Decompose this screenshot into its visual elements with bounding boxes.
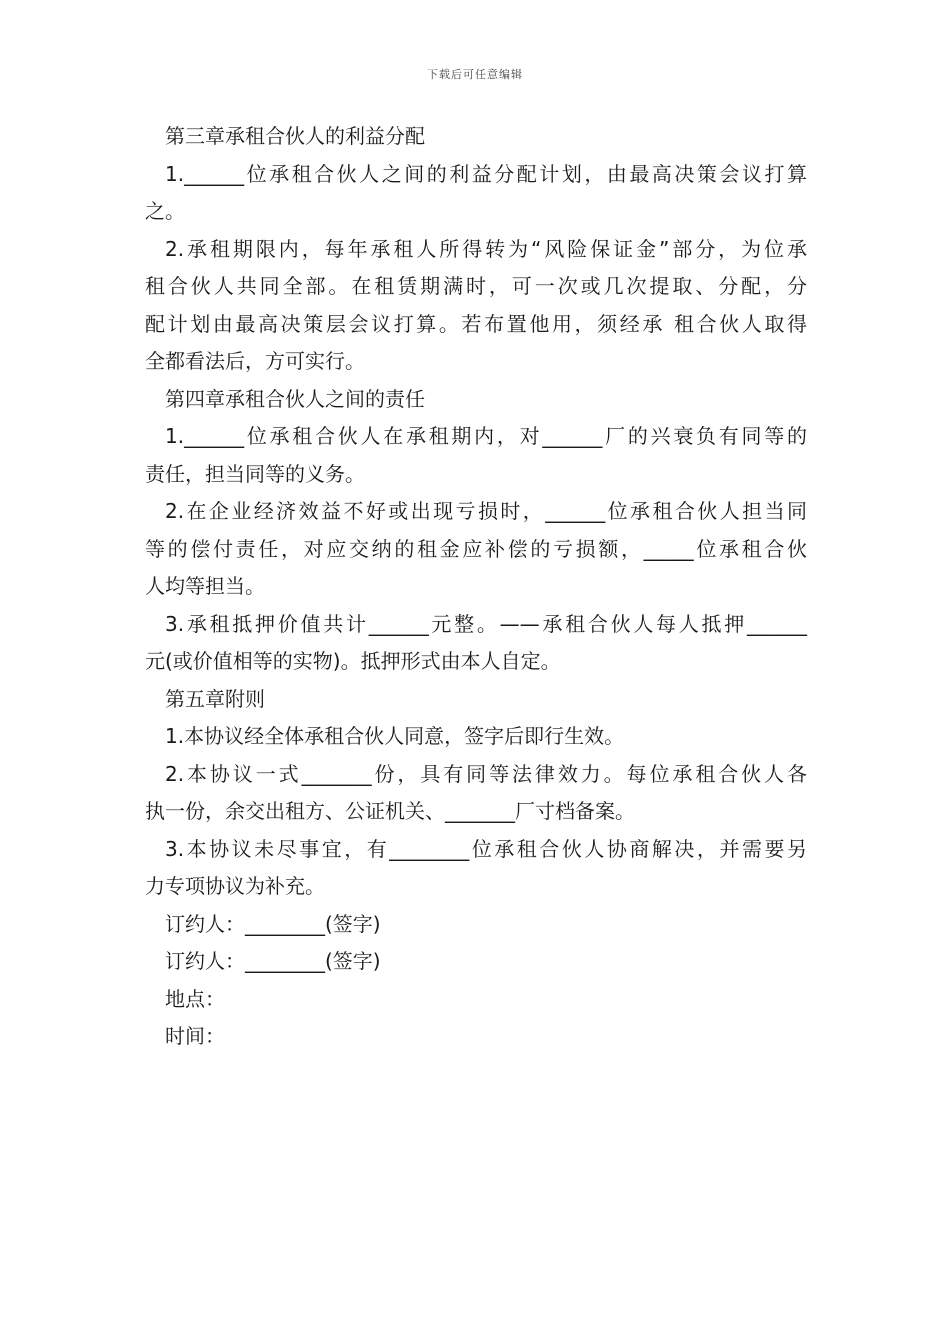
paragraph-line: 全都看法后，方可实行。 [145,349,365,373]
chapter-5-heading: 第五章附则 [165,686,265,711]
paragraph-line: 3.本协议未尽事宜，有________位承租合伙人协商解决，并需要另 [165,836,807,861]
chapter-4-heading: 第四章承租合伙人之间的责任 [165,386,425,411]
paragraph-line: 1.本协议经全体承租合伙人同意，签字后即行生效。 [165,724,625,748]
paragraph-line: 租合伙人共同全部。在租赁期满时，可一次或几次提取、分配，分 [145,274,807,298]
signatory-line-1: 订约人：________(签字) [165,911,381,936]
paragraph-line: 2.本协议一式_______份，具有同等法律效力。每位承租合伙人各 [165,761,807,786]
time-line: 时间： [165,1024,225,1048]
paragraph-line: 人均等担当。 [145,574,265,598]
paragraph-line: 力专项协议为补充。 [145,874,325,898]
paragraph-line: 配计划由最高决策层会议打算。若布置他用，须经承 租合伙人取得 [145,311,807,336]
paragraph-line: 1.______位承租合伙人之间的利益分配计划，由最高决策会议打算 [165,161,807,186]
paragraph-line: 2.承租期限内，每年承租人所得转为“风险保证金”部分，为位承 [165,236,807,261]
paragraph-line: 责任，担当同等的义务。 [145,461,365,486]
location-line: 地点： [165,986,225,1011]
paragraph-line: 之。 [145,199,185,223]
signatory-line-2: 订约人：________(签字) [165,949,381,973]
paragraph-line: 1.______位承租合伙人在承租期内，对______厂的兴衰负有同等的 [165,424,807,448]
chapter-3-heading: 第三章承租合伙人的利益分配 [165,124,425,148]
document-body [145,118,807,1056]
paragraph-line: 执一份，余交出租方、公证机关、_______厂寸档备案。 [145,799,635,823]
paragraph-line: 元(或价值相等的实物)。抵押形式由本人自定。 [145,649,561,673]
paragraph-line: 2.在企业经济效益不好或出现亏损时，______位承租合伙人担当同 [165,499,807,523]
paragraph-line: 等的偿付责任，对应交纳的租金应补偿的亏损额，_____位承租合伙 [145,536,807,561]
page-header-note: 下载后可任意编辑 [427,68,523,81]
paragraph-line: 3.承租抵押价值共计______元整。——承租合伙人每人抵押______ [165,611,807,636]
